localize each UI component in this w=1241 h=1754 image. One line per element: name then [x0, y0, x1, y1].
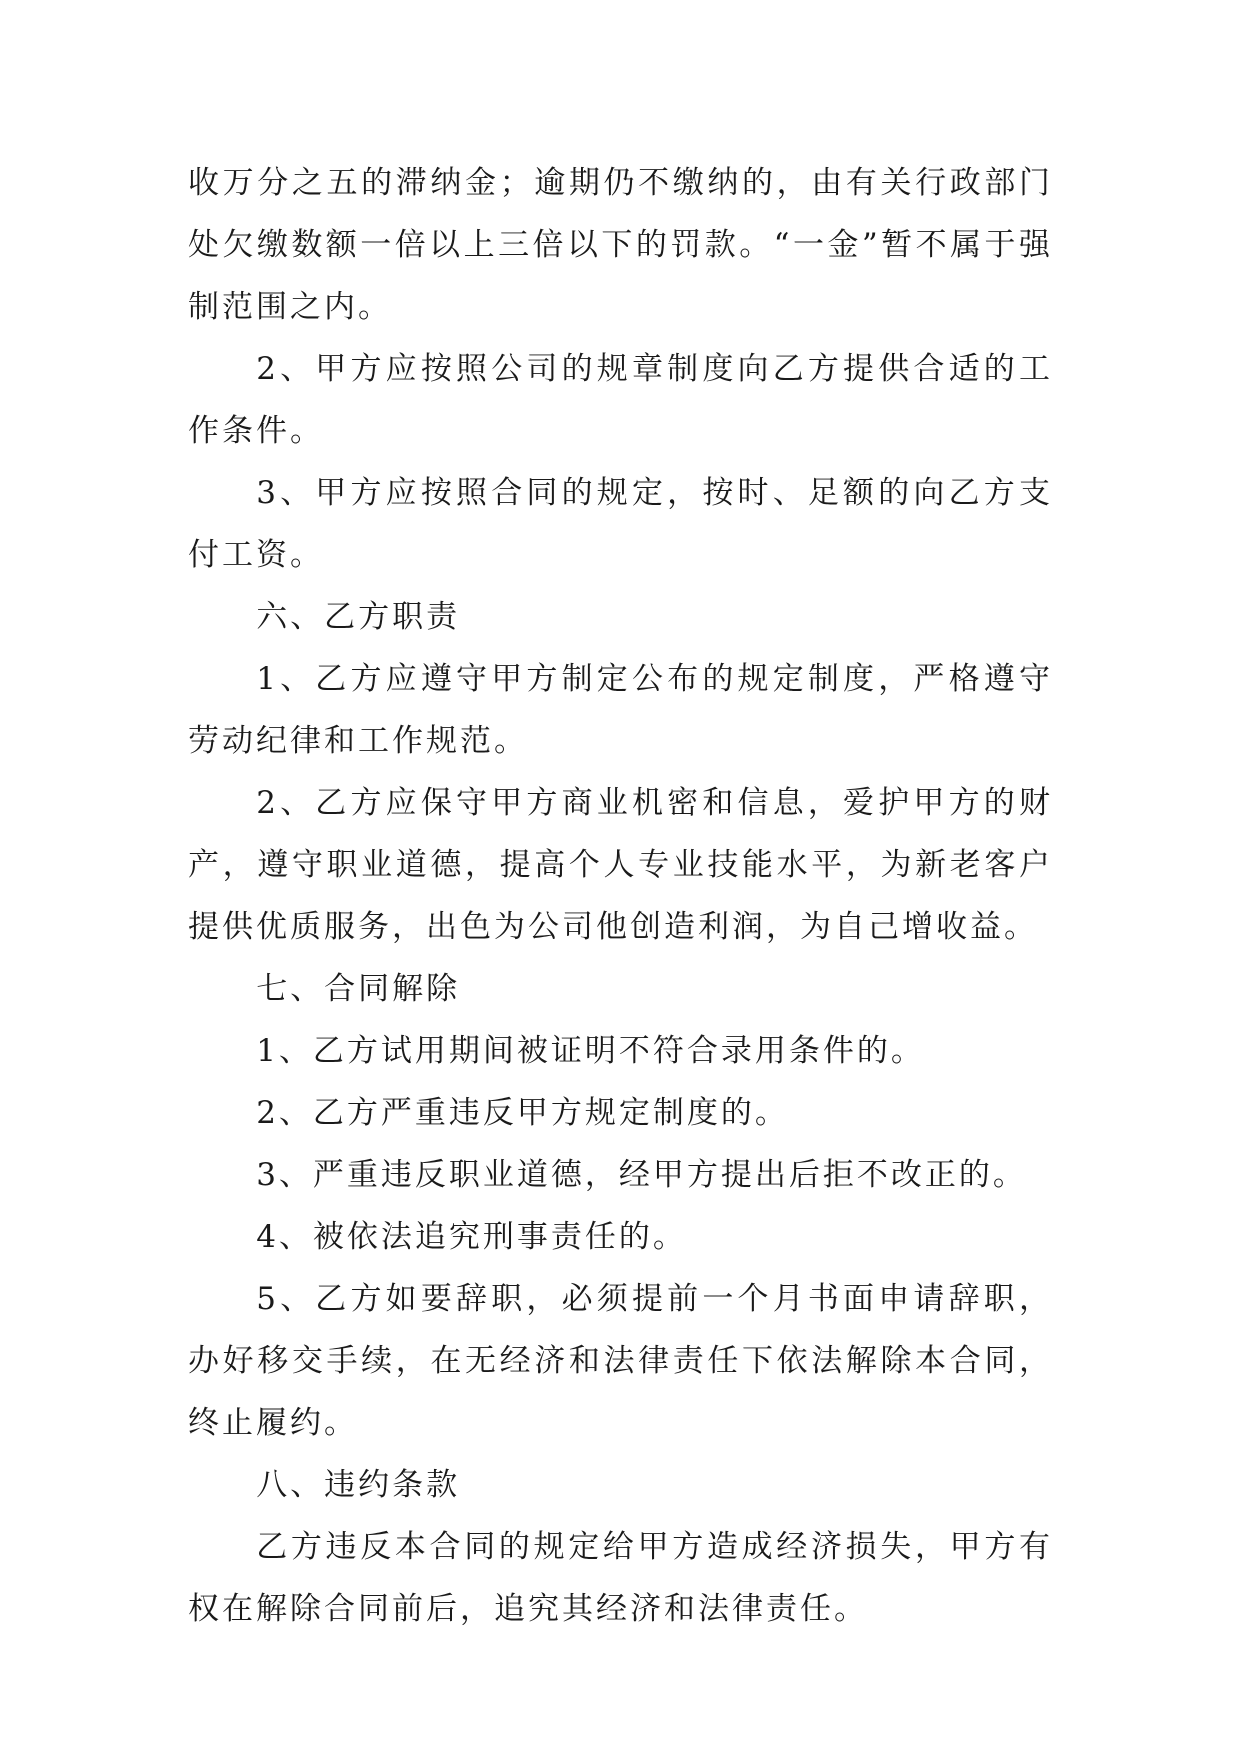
section-heading-7: 七、合同解除 [256, 971, 461, 1007]
section-heading-8: 八、违约条款 [256, 1467, 461, 1503]
document-page [188, 152, 1053, 1640]
clause-5-3: 3、甲方应按照合同的规定，按时、足额的向乙方支付工资。 [188, 475, 1053, 573]
paragraph-continuation: 收万分之五的滞纳金；逾期仍不缴纳的，由有关行政部门处欠缴数额一倍以上三倍以下的罚款。“一金”暂不属于强制范围之内。 [188, 165, 1053, 325]
clause-7-4: 4、被依法追究刑事责任的。 [256, 1219, 687, 1255]
clause-6-1: 1、乙方应遵守甲方制定公布的规定制度，严格遵守劳动纪律和工作规范。 [188, 661, 1053, 759]
clause-7-5: 5、乙方如要辞职，必须提前一个月书面申请辞职，办好移交手续，在无经济和法律责任下依法解除本合同，终止履约。 [188, 1281, 1053, 1441]
section-heading-6: 六、乙方职责 [256, 599, 461, 635]
clause-7-3: 3、严重违反职业道德，经甲方提出后拒不改正的。 [256, 1157, 1027, 1193]
clause-6-2: 2、乙方应保守甲方商业机密和信息，爱护甲方的财产，遵守职业道德，提高个人专业技能水平，为新老客户提供优质服务，出色为公司他创造利润，为自己增收益。 [188, 785, 1053, 945]
clause-7-2: 2、乙方严重违反甲方规定制度的。 [256, 1095, 789, 1131]
clause-5-2: 2、甲方应按照公司的规章制度向乙方提供合适的工作条件。 [188, 351, 1053, 449]
clause-8-body: 乙方违反本合同的规定给甲方造成经济损失，甲方有权在解除合同前后，追究其经济和法律责任。 [188, 1529, 1053, 1627]
clause-7-1: 1、乙方试用期间被证明不符合录用条件的。 [256, 1033, 925, 1069]
